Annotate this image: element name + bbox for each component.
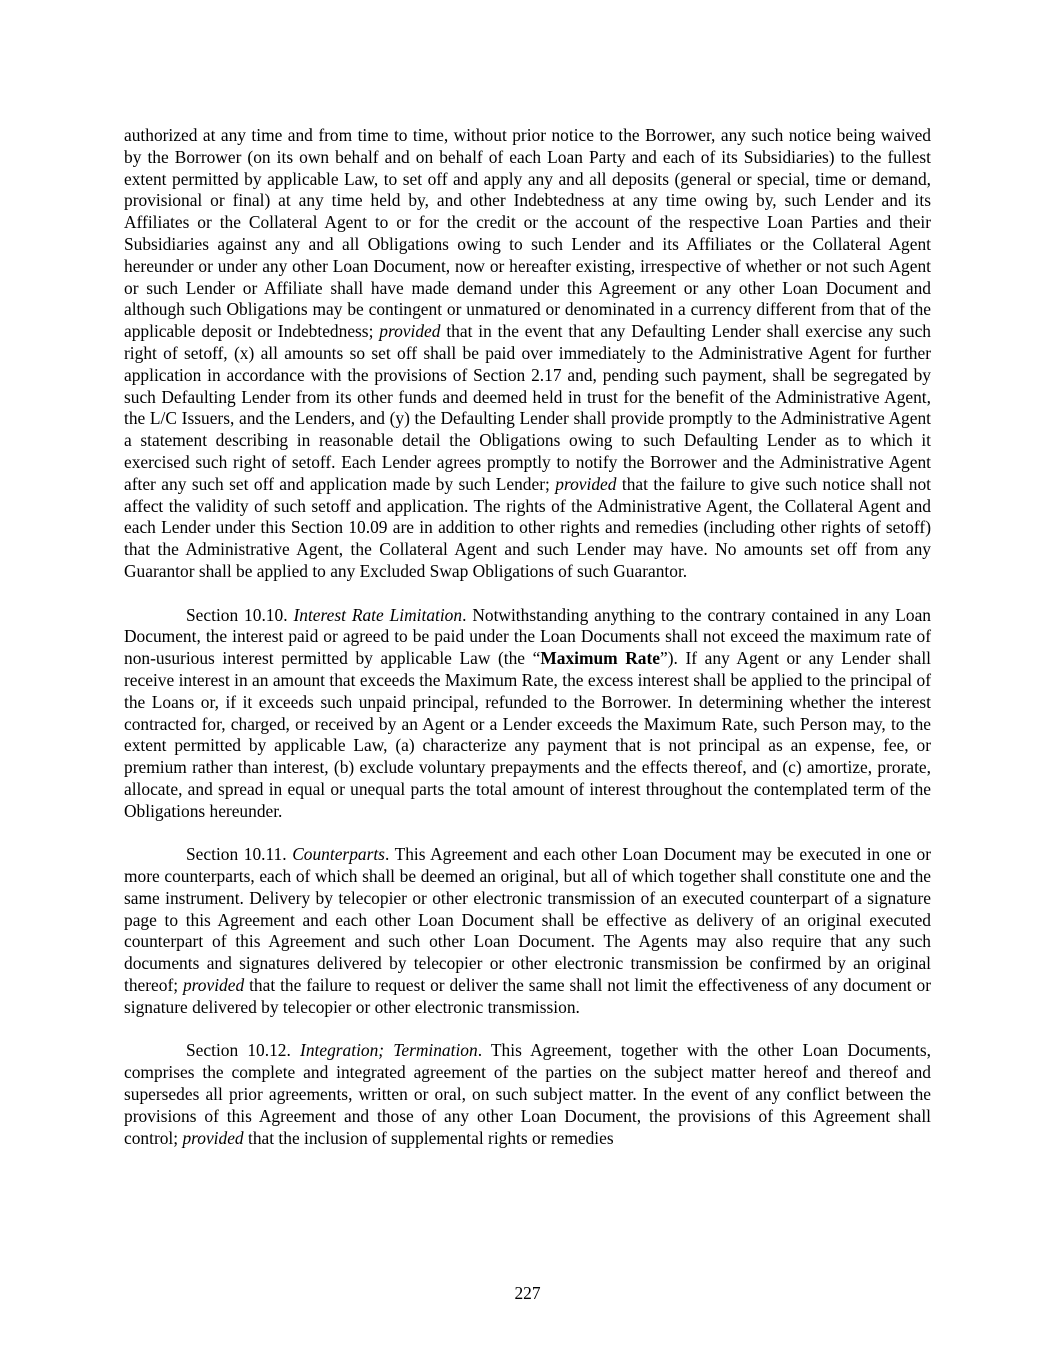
section-title: Interest Rate Limitation	[293, 604, 463, 625]
section-text: ”). If any Agent or any Lender shall receive interest in an amount that exceeds the Maximum Rate, the excess interest shall be applied to the principal of the Loans or, if it exceeds such unpaid principal, refunded to the Borrower. In determining whether the interest contracted for, charged, or received by an Agent or a Lender exceeds the Maximum Rate, such Person may, to the extent permitted by applicable Law, (a) characterize any payment that is not principal as an expense, fee, or premium rather than interest, (b) exclude voluntary prepayments and the effects thereof, and (c) amortize, prorate, allocate, and spread in equal or unequal parts the total amount of interest throughout the contemplated term of the Obligations hereunder.	[124, 648, 931, 821]
section-text: . Notwithstanding anything to the contrary contained in any Loan Document, the interest paid or agreed to be paid under the Loan Documents shall not exceed the maximum rate of non-usurious interest permitted by applicable Law (the “	[124, 604, 931, 669]
section-text: . This Agreement and each other Loan Document may be executed in one or more counterparts, each of which shall be deemed an original, but all of which together shall constitute one and the same instrument. Delivery by telecopier or other electronic transmission of an executed counterpart of a signature page to this Agreement and each other Loan Document shall be effective as delivery of an original executed counterpart of this Agreement and such other Loan Document. The Agents may also require that any such documents and signatures delivered by telecopier or other electronic transmission be confirmed by an original thereof;	[124, 844, 931, 996]
section-10-11	[124, 844, 931, 1018]
section-text: that the inclusion of supplemental rights or remedies	[243, 1127, 614, 1148]
section-text: . This Agreement, together with the other Loan Documents, comprises the complete and integrated agreement of the parties on the subject matter hereof and thereof and supersedes all prior agreements, written or oral, on such subject matter. In the event of any conflict between the provisions of this Agreement and those of any other Loan Document, the provisions of this Agreement shall control;	[124, 1040, 931, 1148]
provided-term: provided	[182, 975, 245, 996]
section-text: that the failure to request or deliver the same shall not limit the effectiveness of any document or signature delivered by telecopier or other electronic transmission.	[124, 975, 931, 1017]
document-body	[124, 125, 931, 1171]
paragraph-text: authorized at any time and from time to time, without prior notice to the Borrower, any such notice being waived by the Borrower (on its own behalf and on behalf of each Loan Party and each of its Subsidiaries) to the fullest extent permitted by applicable Law, to set off and apply any and all deposits (general or special, time or demand, provisional or final) at any time held by, and other Indebtedness at any time owing by, such Lender and its Affiliates or the Collateral Agent to or for the credit or the account of the respective Loan Parties and their Subsidiaries against any and all Obligations owing to such Lender and its Affiliates or the Collateral Agent hereunder or under any other Loan Document, now or hereafter existing, irrespective of whether or not such Agent or such Lender or Affiliate shall have made demand under this Agreement or any other Loan Document and although such Obligations may be contingent or unmatured or denominated in a currency different from that of the applicable deposit or Indebtedness;	[124, 125, 931, 342]
section-title: Counterparts	[292, 844, 385, 865]
setoff-paragraph	[124, 125, 931, 583]
provided-term: provided	[182, 1127, 244, 1148]
provided-term: provided	[379, 321, 441, 342]
section-number: Section 10.10.	[186, 604, 288, 625]
paragraph-text: that in the event that any Defaulting Lender shall exercise any such right of setoff, (x) all amounts so set off shall be paid over immediately to the Administrative Agent for further application in accordance with the provisions of Section 2.17 and, pending such payment, shall be segregated by such Defaulting Lender from its other funds and deemed held in trust for the benefit of the Administrative Agent, the L/C Issuers, and the Lenders, and (y) the Defaulting Lender shall provide promptly to the Administrative Agent a statement describing in reasonable detail the Obligations owing to such Defaulting Lender as to which it exercised such right of setoff. Each Lender agrees promptly to notify the Borrower and the Administrative Agent after any such set off and application made by such Lender;	[124, 321, 931, 494]
paragraph-text: that the failure to give such notice shall not affect the validity of such setoff and application. The rights of the Administrative Agent, the Collateral Agent and each Lender under this Section 10.09 are in addition to other rights and remedies (including other rights of setoff) that the Administrative Agent, the Collateral Agent and such Lender may have. No amounts set off from any Guarantor shall be applied to any Excluded Swap Obligations of such Guarantor.	[124, 473, 931, 581]
section-10-12	[124, 1040, 931, 1149]
provided-term: provided	[555, 473, 617, 494]
section-title: Integration; Termination	[300, 1040, 478, 1061]
defined-term: Maximum Rate	[540, 648, 661, 669]
section-10-10	[124, 605, 931, 823]
section-number: Section 10.11.	[186, 844, 287, 865]
section-number: Section 10.12.	[186, 1040, 291, 1061]
page-number: 227	[514, 1283, 541, 1303]
